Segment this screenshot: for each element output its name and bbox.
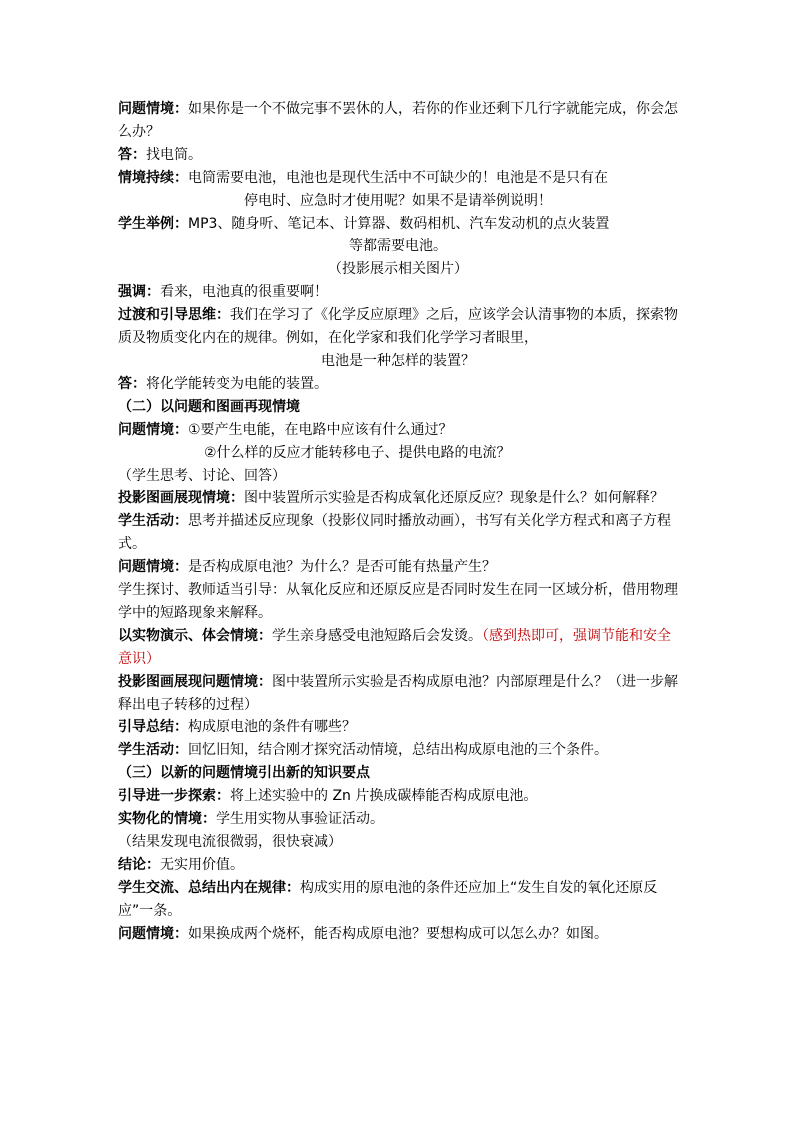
paragraph-student-activity-1 [118,510,678,556]
paragraph-label: 投影图画展现问题情境： [118,673,272,690]
paragraph-red-note: （感到热即可，强调节能和安全意识） [118,627,671,667]
paragraph-further-exploration [118,785,678,808]
paragraph-transition [118,304,678,350]
document-body [118,98,678,946]
paragraph-text: 如果换成两个烧杯，能否构成原电池？要想构成可以怎么办？如图。 [188,925,608,942]
paragraph-question-scenario-4 [118,923,678,946]
paragraph-text: 思考并描述反应现象（投影仪同时播放动画），书写有关化学方程式和离子方程式。 [118,513,671,553]
paragraph-text: 找电筒。 [146,146,202,163]
paragraph-projection-note: （投影展示相关图片） [328,261,468,278]
paragraph-continuation: 等都需要电池。 [349,238,447,255]
paragraph-text: 图中装置所示实验是否构成氧化还原反应？现象是什么？如何解释？ [244,490,664,507]
paragraph-text: 无实用价值。 [160,856,244,873]
paragraph-label: 学生活动： [118,513,188,530]
paragraph-text: 构成原电池的条件有哪些？ [188,719,356,736]
section-heading-2: （二）以问题和图画再现情境 [118,398,300,415]
paragraph-projection-question [118,671,678,717]
paragraph-label: 过渡和引导思维： [118,307,230,324]
paragraph-emphasis [118,281,678,304]
paragraph-text: 回忆旧知，结合刚才探究活动情境，总结出构成原电池的三个条件。 [188,742,608,759]
section-heading-3: （三）以新的问题情境引出新的知识要点 [118,765,370,782]
paragraph-question-scenario-1 [118,98,678,144]
paragraph-student-discussion: （学生思考、讨论、回答） [118,467,286,484]
paragraph-label: 以实物演示、体会情境： [118,627,272,644]
paragraph-result-note: （结果发现电流很微弱，很快衰减） [118,834,342,850]
paragraph-answer-1 [118,144,678,167]
paragraph-text: ①要产生电能，在电路中应该有什么通过？ [188,421,453,438]
paragraph-label: 答： [118,375,146,392]
paragraph-text: 学生亲身感受电池短路后会发烫。 [272,627,482,644]
paragraph-label: 问题情境： [118,925,188,942]
paragraph-label: 学生活动： [118,742,188,759]
paragraph-label: 引导总结： [118,719,188,736]
paragraph-conclusion [118,854,678,877]
paragraph-text: 我们在学习了《化学反应原理》之后，应该学会认清事物的本质，探索物质及物质变化内在的规律。例如，在化学家和我们化学学习者眼里， [118,307,678,347]
paragraph-student-examples [118,213,678,236]
paragraph-text: 电筒需要电池，电池也是现代生活中不可缺少的！电池是不是只有在 [188,169,608,186]
paragraph-physical-demo [118,625,678,671]
paragraph-scenario-continues [118,167,678,190]
paragraph-text: 将上述实验中的 Zn 片换成碳棒能否构成原电池。 [230,788,538,805]
paragraph-text: 如果你是一个不做完事不罢休的人，若你的作业还剩下几行字就能完成，你会怎么办？ [118,101,678,140]
paragraph-text: 将化学能转变为电能的装置。 [146,375,328,392]
paragraph-continuation: 停电时、应急时才使用呢？如果不是请举例说明！ [244,192,552,209]
paragraph-text: 图中装置所示实验是否构成原电池？内部原理是什么？（进一步解释出电子转移的过程） [118,673,678,713]
paragraph-continuation: ②什么样的反应才能转移电子、提供电路的电流？ [204,444,511,461]
paragraph-label: 情境持续： [118,169,188,186]
paragraph-label: 学生举例： [118,215,188,232]
paragraph-guided-summary [118,716,678,739]
paragraph-label: 问题情境： [118,559,188,576]
paragraph-label: 答： [118,146,146,163]
paragraph-label: 结论： [118,856,160,873]
paragraph-label: 投影图画展现情境： [118,490,244,507]
paragraph-label: 实物化的情境： [118,811,216,828]
paragraph-student-exploration: 学生探讨、教师适当引导：从氧化反应和还原反应是否同时发生在同一区域分析，借用物理学中的短路现象来解释。 [118,582,678,621]
paragraph-text: 是否构成原电池？为什么？是否可能有热量产生？ [188,559,496,576]
paragraph-answer-2 [118,373,678,396]
paragraph-text: 学生用实物从事验证活动。 [216,811,384,828]
paragraph-text: MP3、随身听、笔记本、计算器、数码相机、汽车发动机的点火装置 [188,215,610,232]
paragraph-label: 强调： [118,284,160,301]
paragraph-label: 引导进一步探索： [118,788,230,805]
paragraph-projection-scenario [118,487,678,510]
paragraph-label: 问题情境： [118,101,188,117]
paragraph-continuation: 电池是一种怎样的装置？ [321,352,475,369]
paragraph-question-scenario-2 [118,419,678,442]
paragraph-student-activity-2 [118,739,678,762]
paragraph-question-scenario-3 [118,556,678,579]
paragraph-student-exchange [118,877,678,923]
paragraph-text: 看来，电池真的很重要啊！ [160,284,328,301]
paragraph-text: 构成实用的原电池的条件还应加上“发生自发的氧化还原反应”一条。 [118,879,658,919]
paragraph-label: 学生交流、总结出内在规律： [118,879,300,896]
paragraph-label: 问题情境： [118,421,188,438]
paragraph-physical-scenario [118,808,678,831]
